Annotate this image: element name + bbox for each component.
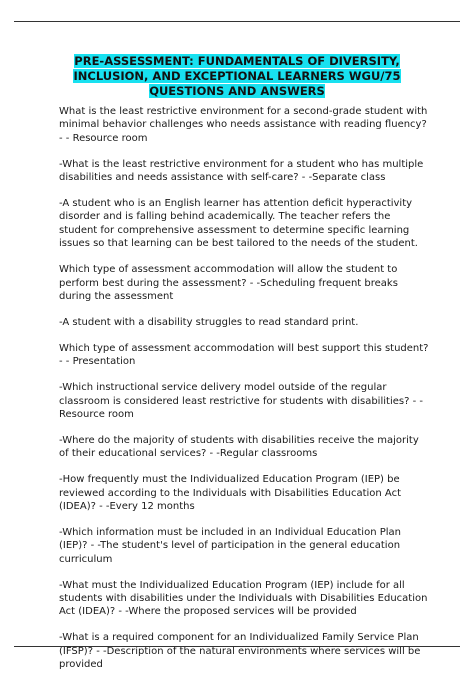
qa-paragraph: Which type of assessment accommodation will best support this student? - - Presentation: [59, 342, 429, 368]
qa-paragraph: Which type of assessment accommodation will allow the student to perform best during the assessment? - -Scheduling frequent breaks during the assessment: [59, 264, 398, 302]
qa-paragraph: -What is the least restrictive environment for a student who has multiple disabilities and needs assistance with self-care? - -Separate class: [59, 158, 424, 184]
qa-paragraph: -How frequently must the Individualized Education Program (IEP) be reviewed according to the Individuals with Disabilities Education Act (IDEA)? - -Every 12 months: [59, 474, 401, 512]
document-title: [60, 54, 414, 99]
title-line-2: INCLUSION, AND EXCEPTIONAL LEARNERS WGU/75: [73, 69, 401, 83]
title-line-3: QUESTIONS AND ANSWERS: [149, 84, 325, 98]
qa-paragraph: -Where do the majority of students with disabilities receive the majority of their educational services? - -Regular classrooms: [59, 434, 419, 460]
qa-paragraph: -A student who is an English learner has attention deficit hyperactivity disorder and is falling behind academically. The teacher refers the student for comprehensive assessment to determine specific learning issues so that learning can be best tailored to the needs of the student.: [59, 198, 418, 250]
title-line-1: PRE-ASSESSMENT: FUNDAMENTALS OF DIVERSITY,: [74, 54, 400, 68]
qa-paragraph: -Which instructional service delivery model outside of the regular classroom is considered least restrictive for students with disabilities? - -Resource room: [59, 382, 423, 420]
qa-content: [59, 105, 431, 684]
qa-paragraph: -A student with a disability struggles to read standard print.: [59, 316, 359, 328]
qa-paragraph: -What is a required component for an Individualized Family Service Plan (IFSP)? - -Description of the natural environments where services will be provided: [59, 632, 421, 671]
qa-paragraph: -What must the Individualized Education Program (IEP) include for all students with disabilities under the Individuals with Disabilities Education Act (IDEA)? - -Where the proposed services will be provided: [59, 579, 428, 618]
qa-paragraph: -Which information must be included in an Individual Education Plan (IEP)? - -The student's level of participation in the general education curriculum: [59, 526, 401, 565]
top-rule: [14, 21, 460, 22]
qa-paragraph: What is the least restrictive environment for a second-grade student with minimal behavior challenges who needs assistance with reading fluency? - - Resource room: [59, 106, 428, 144]
bottom-rule: [14, 646, 460, 647]
